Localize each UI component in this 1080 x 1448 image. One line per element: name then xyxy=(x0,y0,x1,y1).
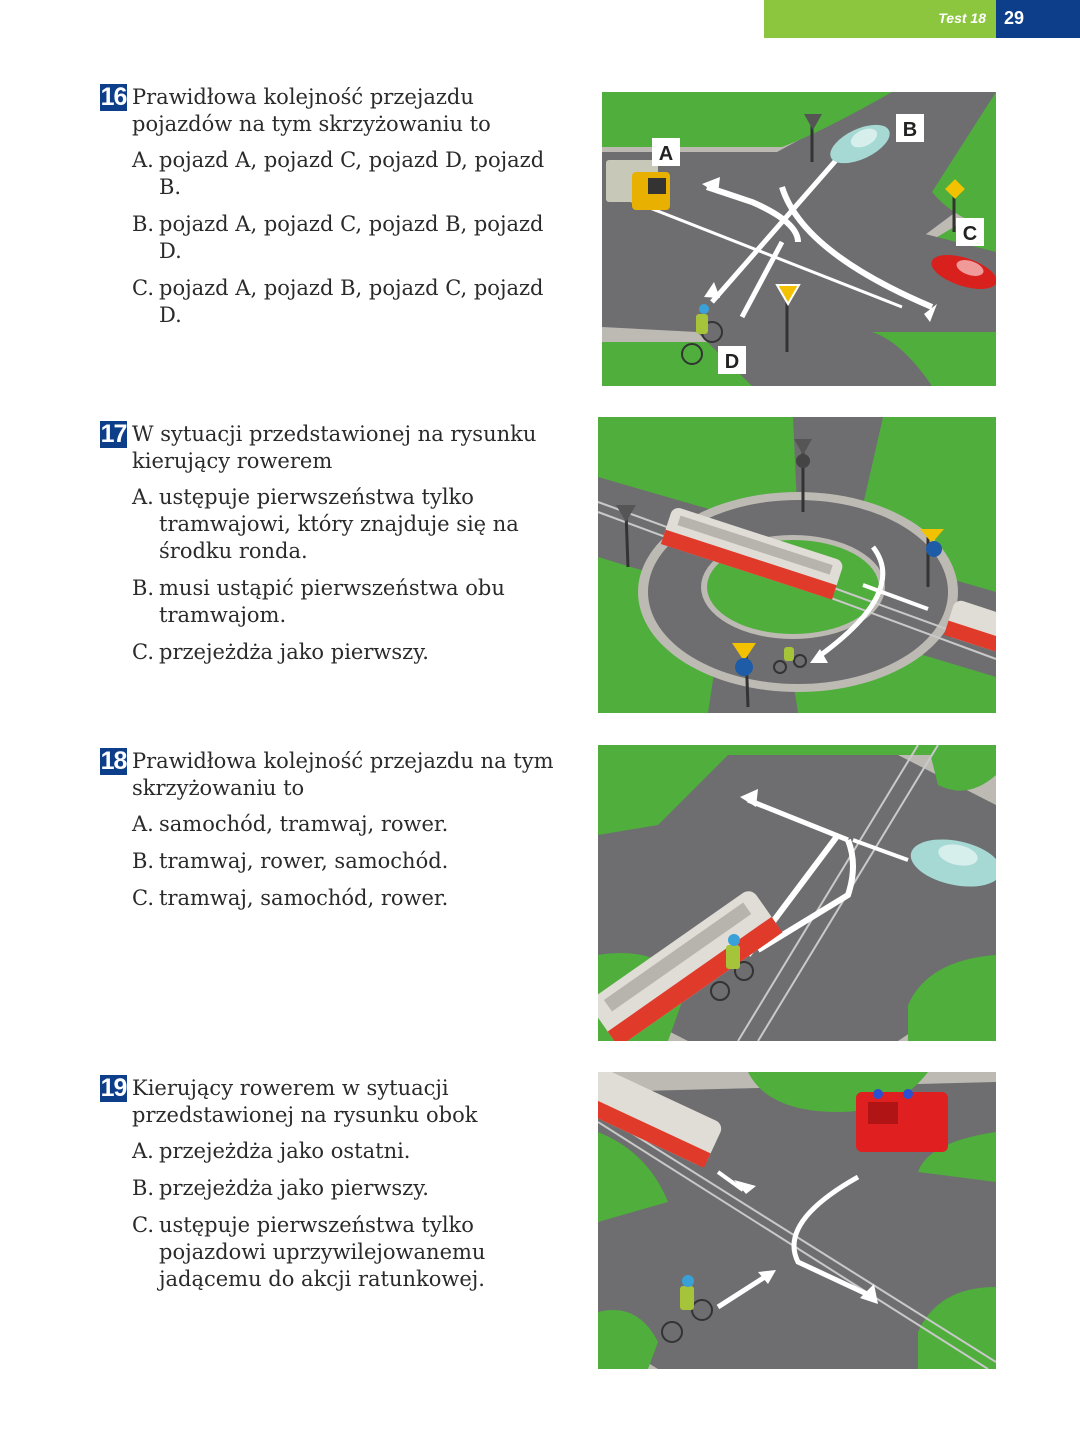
answer-list xyxy=(132,147,560,329)
question-18 xyxy=(100,748,560,922)
answer-option[interactable] xyxy=(132,1175,560,1202)
answer-text: ustępuje pierwszeństwa tylko tramwajowi, który znajduje się na środku ronda. xyxy=(159,485,519,563)
answer-text: tramwaj, samochód, rower. xyxy=(159,886,449,910)
question-text: Prawidłowa kolejność przejazdu pojazdów na tym skrzyżowaniu to xyxy=(132,85,491,136)
answer-text: musi ustąpić pierwszeństwa obu tramwajom. xyxy=(159,576,505,627)
answer-text: pojazd A, pojazd B, pojazd C, pojazd D. xyxy=(159,276,544,327)
answer-list xyxy=(132,484,560,666)
answer-option[interactable] xyxy=(132,575,560,629)
answer-text: przejeżdża jako ostatni. xyxy=(159,1139,411,1163)
answer-text: tramwaj, rower, samochód. xyxy=(159,849,449,873)
figure-17-roundabout xyxy=(598,417,996,713)
test-label: Test 18 xyxy=(938,10,986,26)
question-number: 17 xyxy=(100,420,127,448)
figure-16-intersection xyxy=(602,92,996,386)
question-number: 18 xyxy=(100,747,127,775)
question-number: 19 xyxy=(100,1074,127,1102)
answer-letter: C. xyxy=(132,1213,154,1237)
answer-option[interactable] xyxy=(132,639,560,666)
answer-letter: C. xyxy=(132,276,154,300)
question-text: Kierujący rowerem w sytuacji przedstawionej na rysunku obok xyxy=(132,1076,478,1127)
label-d: D xyxy=(724,351,740,373)
question-16 xyxy=(100,84,560,339)
answer-letter: B. xyxy=(132,1176,155,1200)
answer-option[interactable] xyxy=(132,275,560,329)
answer-letter: C. xyxy=(132,886,154,910)
answer-option[interactable] xyxy=(132,147,560,201)
answer-list xyxy=(132,1138,560,1293)
answer-text: samochód, tramwaj, rower. xyxy=(159,812,449,836)
answer-option[interactable] xyxy=(132,211,560,265)
question-text: Prawidłowa kolejność przejazdu na tym skrzyżowaniu to xyxy=(132,749,554,800)
figure-18-intersection xyxy=(598,745,996,1041)
answer-text: ustępuje pierwszeństwa tylko pojazdowi uprzywilejowanemu jadącemu do akcji ratunkowej. xyxy=(159,1213,486,1291)
answer-option[interactable] xyxy=(132,811,560,838)
answer-option[interactable] xyxy=(132,1138,560,1165)
question-19 xyxy=(100,1075,560,1303)
answer-letter: A. xyxy=(132,812,154,836)
answer-letter: A. xyxy=(132,1139,154,1163)
answer-option[interactable] xyxy=(132,484,560,565)
question-text: W sytuacji przedstawionej na rysunku kierujący rowerem xyxy=(132,422,537,473)
label-b: B xyxy=(902,119,918,141)
answer-letter: B. xyxy=(132,849,155,873)
answer-text: przejeżdża jako pierwszy. xyxy=(159,640,429,664)
answer-letter: C. xyxy=(132,640,154,664)
label-a: A xyxy=(658,143,674,165)
answer-letter: A. xyxy=(132,148,154,172)
answer-letter: B. xyxy=(132,212,155,236)
answer-option[interactable] xyxy=(132,885,560,912)
answer-text: przejeżdża jako pierwszy. xyxy=(159,1176,429,1200)
answer-option[interactable] xyxy=(132,1212,560,1293)
label-c: C xyxy=(962,223,978,245)
answer-text: pojazd A, pojazd C, pojazd B, pojazd D. xyxy=(159,212,544,263)
answer-text: pojazd A, pojazd C, pojazd D, pojazd B. xyxy=(159,148,545,199)
page-number: 29 xyxy=(1004,8,1025,28)
answer-option[interactable] xyxy=(132,848,560,875)
answer-list xyxy=(132,811,560,912)
question-17 xyxy=(100,421,560,676)
question-number: 16 xyxy=(100,83,127,111)
answer-letter: A. xyxy=(132,485,154,509)
answer-letter: B. xyxy=(132,576,155,600)
figure-19-intersection xyxy=(598,1072,996,1369)
header-page-box xyxy=(996,0,1080,38)
header-test-bar xyxy=(764,0,996,38)
